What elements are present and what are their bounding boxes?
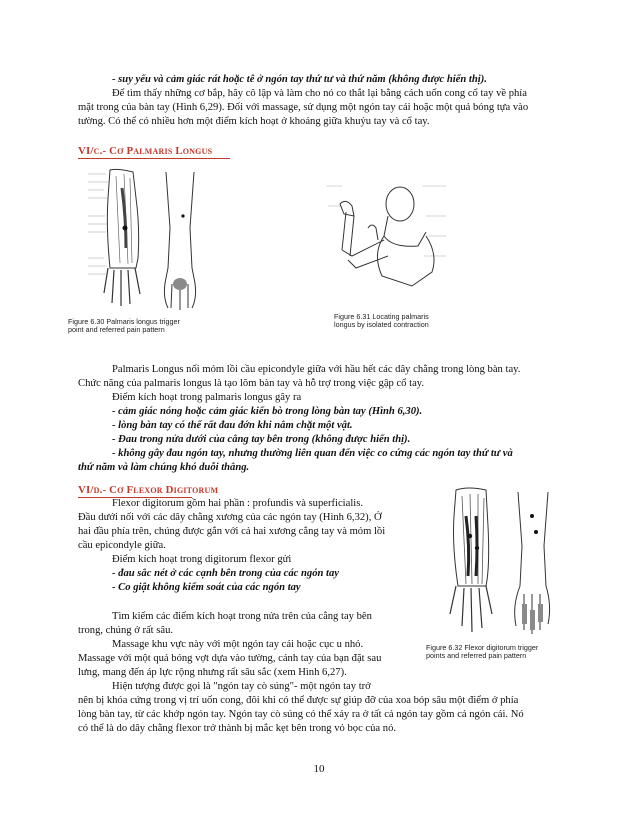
heading-underline	[78, 158, 230, 159]
caption-line: longus by isolated contraction	[334, 320, 429, 330]
caption-line: Figure 6.31 Locating palmaris	[334, 312, 429, 321]
heading-prefix: VI/c.-	[78, 145, 110, 157]
symptom-line: - Đau trong nửa dưới của cẳng tay bên trong (không được hiển thị).	[112, 434, 411, 445]
section-heading-palmaris	[78, 144, 212, 158]
figure-6-31-caption	[334, 313, 429, 330]
symptom-line: - cảm giác nóng hoặc cảm giác kiến bò trong lòng bàn tay (Hình 6,30).	[112, 406, 423, 417]
body-line: lòng bàn tay, từ các khớp ngón tay. Ngón tay cò súng có thể xảy ra ở tất cả ngón tay gồm cả ngón cái. Nó	[78, 709, 524, 720]
body-line: Điểm kích hoạt trong palmaris longus gây ra	[112, 392, 302, 403]
symptom-line: - đau sắc nét ở các cạnh bên trong của các ngón tay	[112, 568, 339, 579]
symptom-line: - lòng bàn tay có thể rất đau đớn khi nắm chặt một vật.	[112, 420, 353, 431]
heading-prefix: VI/d.-	[78, 484, 110, 496]
body-line: trong, chúng ở rất sâu.	[78, 625, 174, 636]
symptom-line: - suy yếu và cảm giác rát hoặc tê ở ngón tay thứ tư và thứ năm (không được hiển thị).	[112, 74, 487, 85]
heading-title: Cơ Flexor Digitorum	[109, 484, 219, 496]
figure-6-32-caption	[426, 644, 538, 661]
section-heading-flexor	[78, 483, 218, 497]
body-line: Flexor digitorum gồm hai phần : profundis và superficialis.	[112, 498, 363, 509]
caption-line: point and referred pain pattern	[68, 325, 165, 335]
body-line: Massage khu vực này với một ngón tay cái hoặc cục u nhỏ.	[112, 639, 364, 650]
body-line: lưng, mang đến áp lực rộng nhưng rất sâu sắc (xem Hình 6,27).	[78, 667, 347, 678]
caption-line: Figure 6.30 Palmaris longus trigger	[68, 317, 180, 326]
body-line: cầu epicondyle giữa.	[78, 540, 166, 551]
page-number: 10	[313, 763, 325, 775]
caption-line: points and referred pain pattern	[426, 651, 527, 661]
body-line: Hiện tượng được gọi là "ngón tay cò súng"- một ngón tay trở	[112, 681, 371, 692]
body-line: Massage với một quả bóng vợt dựa vào tường, cánh tay của bạn đặt sau	[78, 653, 382, 664]
body-line: Tìm kiếm các điểm kích hoạt trong nửa trên của cẳng tay bên	[112, 611, 372, 622]
body-line: hai đầu phía trên, chúng được gắn với cả hai xương cẳng tay và mỏm lồi	[78, 526, 386, 537]
paragraph-line: mặt trong của bàn tay (Hình 6,29). Đối với massage, sử dụng một ngón tay cái hoặc một quả bóng tựa vào	[78, 102, 529, 113]
figure-6-30-illustration	[88, 168, 210, 313]
body-line: Chức năng của palmaris longus là tạo lõm bàn tay và hỗ trợ trong việc gập cổ tay.	[78, 378, 425, 389]
symptom-line: thứ năm và làm chúng khó duỗi thẳng.	[78, 462, 250, 473]
caption-line: Figure 6.32 Flexor digitorum trigger	[426, 643, 539, 652]
paragraph-line: tường. Có thể có nhiều hơn một điểm kích hoạt ở khoảng giữa khuỷu tay và cổ tay.	[78, 116, 430, 127]
paragraph-line: Để tìm thấy những cơ bắp, hãy cô lập và làm cho nó co thắt lại bằng cách uốn cong cổ tay về phía	[112, 88, 527, 99]
figure-6-32-illustration	[436, 486, 566, 638]
symptom-line: - Co giật không kiểm soát của các ngón tay	[112, 582, 301, 593]
body-line: Palmaris Longus nối mỏm lồi cầu epicondyle giữa với hầu hết các dây chằng trong lòng bàn tay.	[112, 364, 521, 375]
figure-6-31-illustration	[322, 176, 450, 308]
body-line: nên bị khóa cứng trong vị trí uốn cong, đôi khi có thể được sự giúp đỡ của xoa bóp sâu một điểm ở phía	[78, 695, 519, 706]
body-line: Đầu dưới nối với các dây chằng xương của các ngón tay (Hình 6,32), Ở	[78, 512, 382, 523]
symptom-line: - không gây đau ngón tay, nhưng thường liên quan đến việc co cứng các ngón tay thứ tư và	[112, 448, 513, 459]
figure-6-30-caption	[68, 318, 180, 335]
body-line: Điểm kích hoạt trong digitorum flexor gửi	[112, 554, 292, 565]
heading-title: Cơ Palmaris Longus	[109, 145, 213, 157]
body-line: có thể là do dây chằng flexor trở thành bị mắc kẹt bên trong vỏ bọc của nó.	[78, 723, 397, 734]
